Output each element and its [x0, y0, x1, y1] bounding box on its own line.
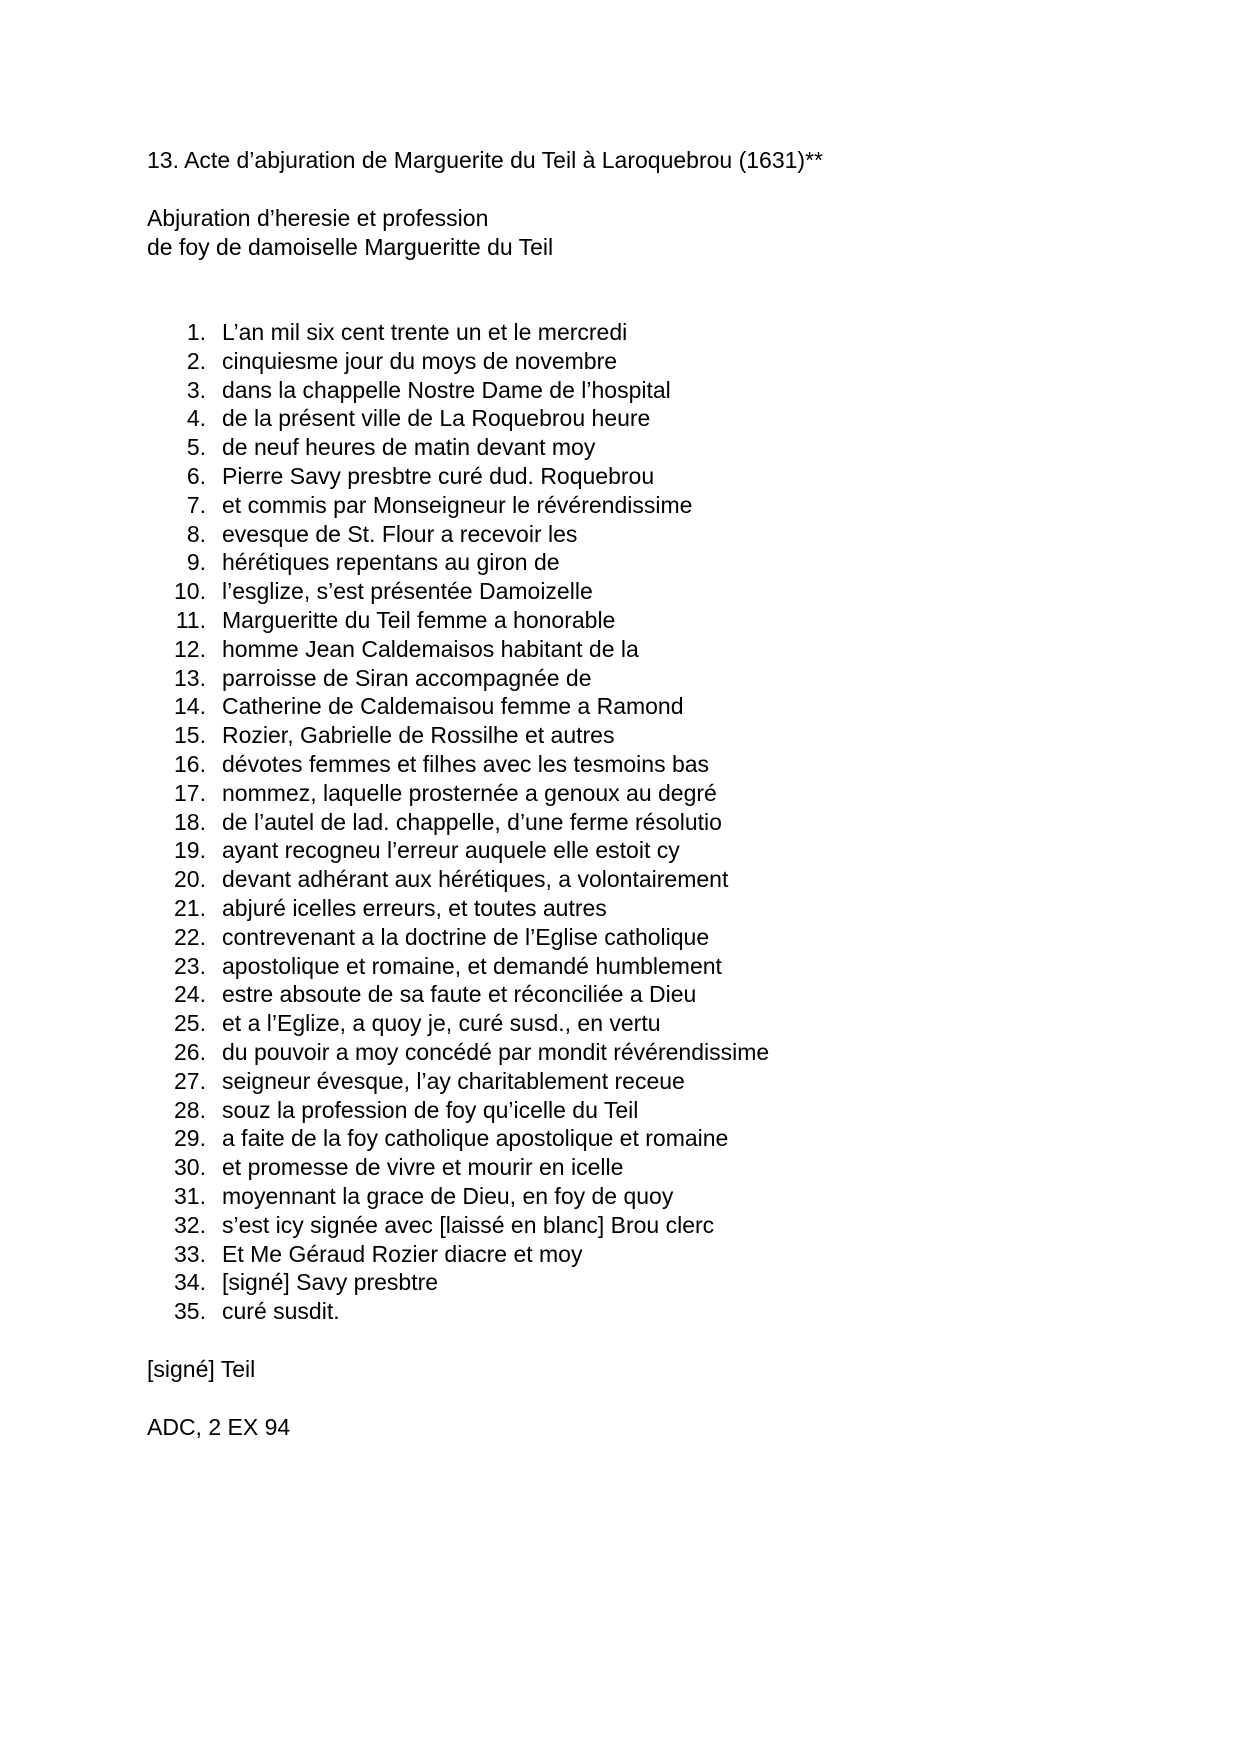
line-text: a faite de la foy catholique apostolique et romaine — [222, 1125, 729, 1152]
line-text: Pierre Savy presbtre curé dud. Roquebrou — [222, 462, 655, 489]
line-text: L’an mil six cent trente un et le mercredi — [222, 319, 628, 345]
line-number: 30. — [174, 1154, 206, 1181]
line-text: et commis par Monseigneur le révérendissime — [222, 491, 693, 518]
line-text: souz la profession de foy qu’icelle du Teil — [222, 1096, 639, 1123]
line-text: cinquiesme jour du moys de novembre — [222, 347, 618, 374]
line-text: devant adhérant aux hérétiques, a volontairement — [222, 866, 729, 893]
line-number: 5. — [186, 434, 206, 461]
line-text: estre absoute de sa faute et réconciliée a Dieu — [222, 981, 697, 1008]
line-text: de la présent ville de La Roquebrou heure — [222, 405, 651, 432]
line-text: dévotes femmes et filhes avec les tesmoins bas — [222, 750, 710, 777]
line-number: 10. — [174, 578, 206, 605]
line-number: 4. — [186, 405, 206, 432]
line-number: 35. — [174, 1298, 206, 1325]
line-number: 7. — [186, 491, 206, 518]
line-number: 32. — [174, 1211, 206, 1238]
line-text: et promesse de vivre et mourir en icelle — [222, 1154, 624, 1181]
line-number: 13. — [174, 664, 206, 691]
line-number: 17. — [174, 779, 206, 806]
line-number: 26. — [174, 1038, 206, 1065]
line-text: hérétiques repentans au giron de — [222, 549, 560, 576]
line-number: 6. — [186, 462, 206, 489]
line-text: s’est icy signée avec [laissé en blanc] Brou clerc — [222, 1211, 715, 1238]
line-text: abjuré icelles erreurs, et toutes autres — [222, 894, 607, 921]
line-number: 34. — [174, 1269, 206, 1296]
document-title: 13. Acte d’abjuration de Marguerite du Teil à Laroquebrou (1631)** — [147, 147, 823, 173]
line-number: 20. — [174, 866, 206, 893]
heading-line-1: Abjuration d’heresie et profession — [147, 205, 489, 231]
line-text: ayant recogneu l’erreur auquele elle estoit cy — [222, 837, 680, 864]
archive-reference: ADC, 2 EX 94 — [147, 1414, 291, 1440]
line-number: 27. — [174, 1067, 206, 1094]
line-number: 28. — [174, 1096, 206, 1123]
line-number: 18. — [174, 808, 206, 835]
line-number: 24. — [174, 981, 206, 1008]
line-text: parroisse de Siran accompagnée de — [222, 664, 592, 691]
line-number: 33. — [174, 1240, 206, 1267]
line-text: nommez, laquelle prosternée a genoux au degré — [222, 779, 717, 806]
line-text: l’esglize, s’est présentée Damoizelle — [222, 578, 593, 605]
line-text: seigneur évesque, l’ay charitablement receue — [222, 1067, 685, 1094]
line-text: moyennant la grace de Dieu, en foy de quoy — [222, 1182, 674, 1209]
line-text: [signé] Savy presbtre — [222, 1269, 439, 1296]
line-number: 11. — [175, 606, 206, 633]
line-text: homme Jean Caldemaisos habitant de la — [222, 635, 639, 662]
heading-line-2: de foy de damoiselle Margueritte du Teil — [147, 234, 554, 260]
line-number: 3. — [186, 376, 206, 403]
line-number: 19. — [174, 837, 206, 864]
line-text: Et Me Géraud Rozier diacre et moy — [222, 1240, 583, 1267]
line-number: 29. — [174, 1125, 206, 1152]
line-number: 2. — [186, 347, 206, 374]
line-number: 8. — [186, 520, 206, 547]
line-number: 31. — [174, 1182, 206, 1209]
line-number: 21. — [174, 894, 206, 921]
line-text: curé susdit. — [222, 1298, 340, 1325]
line-text: apostolique et romaine, et demandé humblement — [222, 952, 722, 979]
line-text: de neuf heures de matin devant moy — [222, 434, 596, 461]
line-text: Margueritte du Teil femme a honorable — [222, 606, 616, 633]
line-text: du pouvoir a moy concédé par mondit révérendissime — [222, 1038, 770, 1065]
line-number: 9. — [186, 549, 206, 576]
line-number: 12. — [174, 635, 206, 662]
line-text: Catherine de Caldemaisou femme a Ramond — [222, 693, 684, 720]
line-number: 1. — [186, 319, 206, 345]
signature-line: [signé] Teil — [147, 1356, 256, 1382]
line-text: Rozier, Gabrielle de Rossilhe et autres — [222, 722, 615, 749]
line-text: et a l’Eglize, a quoy je, curé susd., en vertu — [222, 1010, 661, 1037]
line-text: contrevenant a la doctrine de l’Eglise catholique — [222, 923, 710, 950]
line-number: 14. — [174, 693, 206, 720]
line-number: 15. — [174, 722, 206, 749]
line-text: dans la chappelle Nostre Dame de l’hospital — [222, 376, 671, 403]
line-text: evesque de St. Flour a recevoir les — [222, 520, 578, 547]
line-number: 22. — [174, 923, 206, 950]
line-number: 23. — [174, 952, 206, 979]
line-text: de l’autel de lad. chappelle, d’une ferme résolutio — [222, 808, 722, 835]
line-number: 25. — [174, 1010, 206, 1037]
line-number: 16. — [174, 750, 206, 777]
